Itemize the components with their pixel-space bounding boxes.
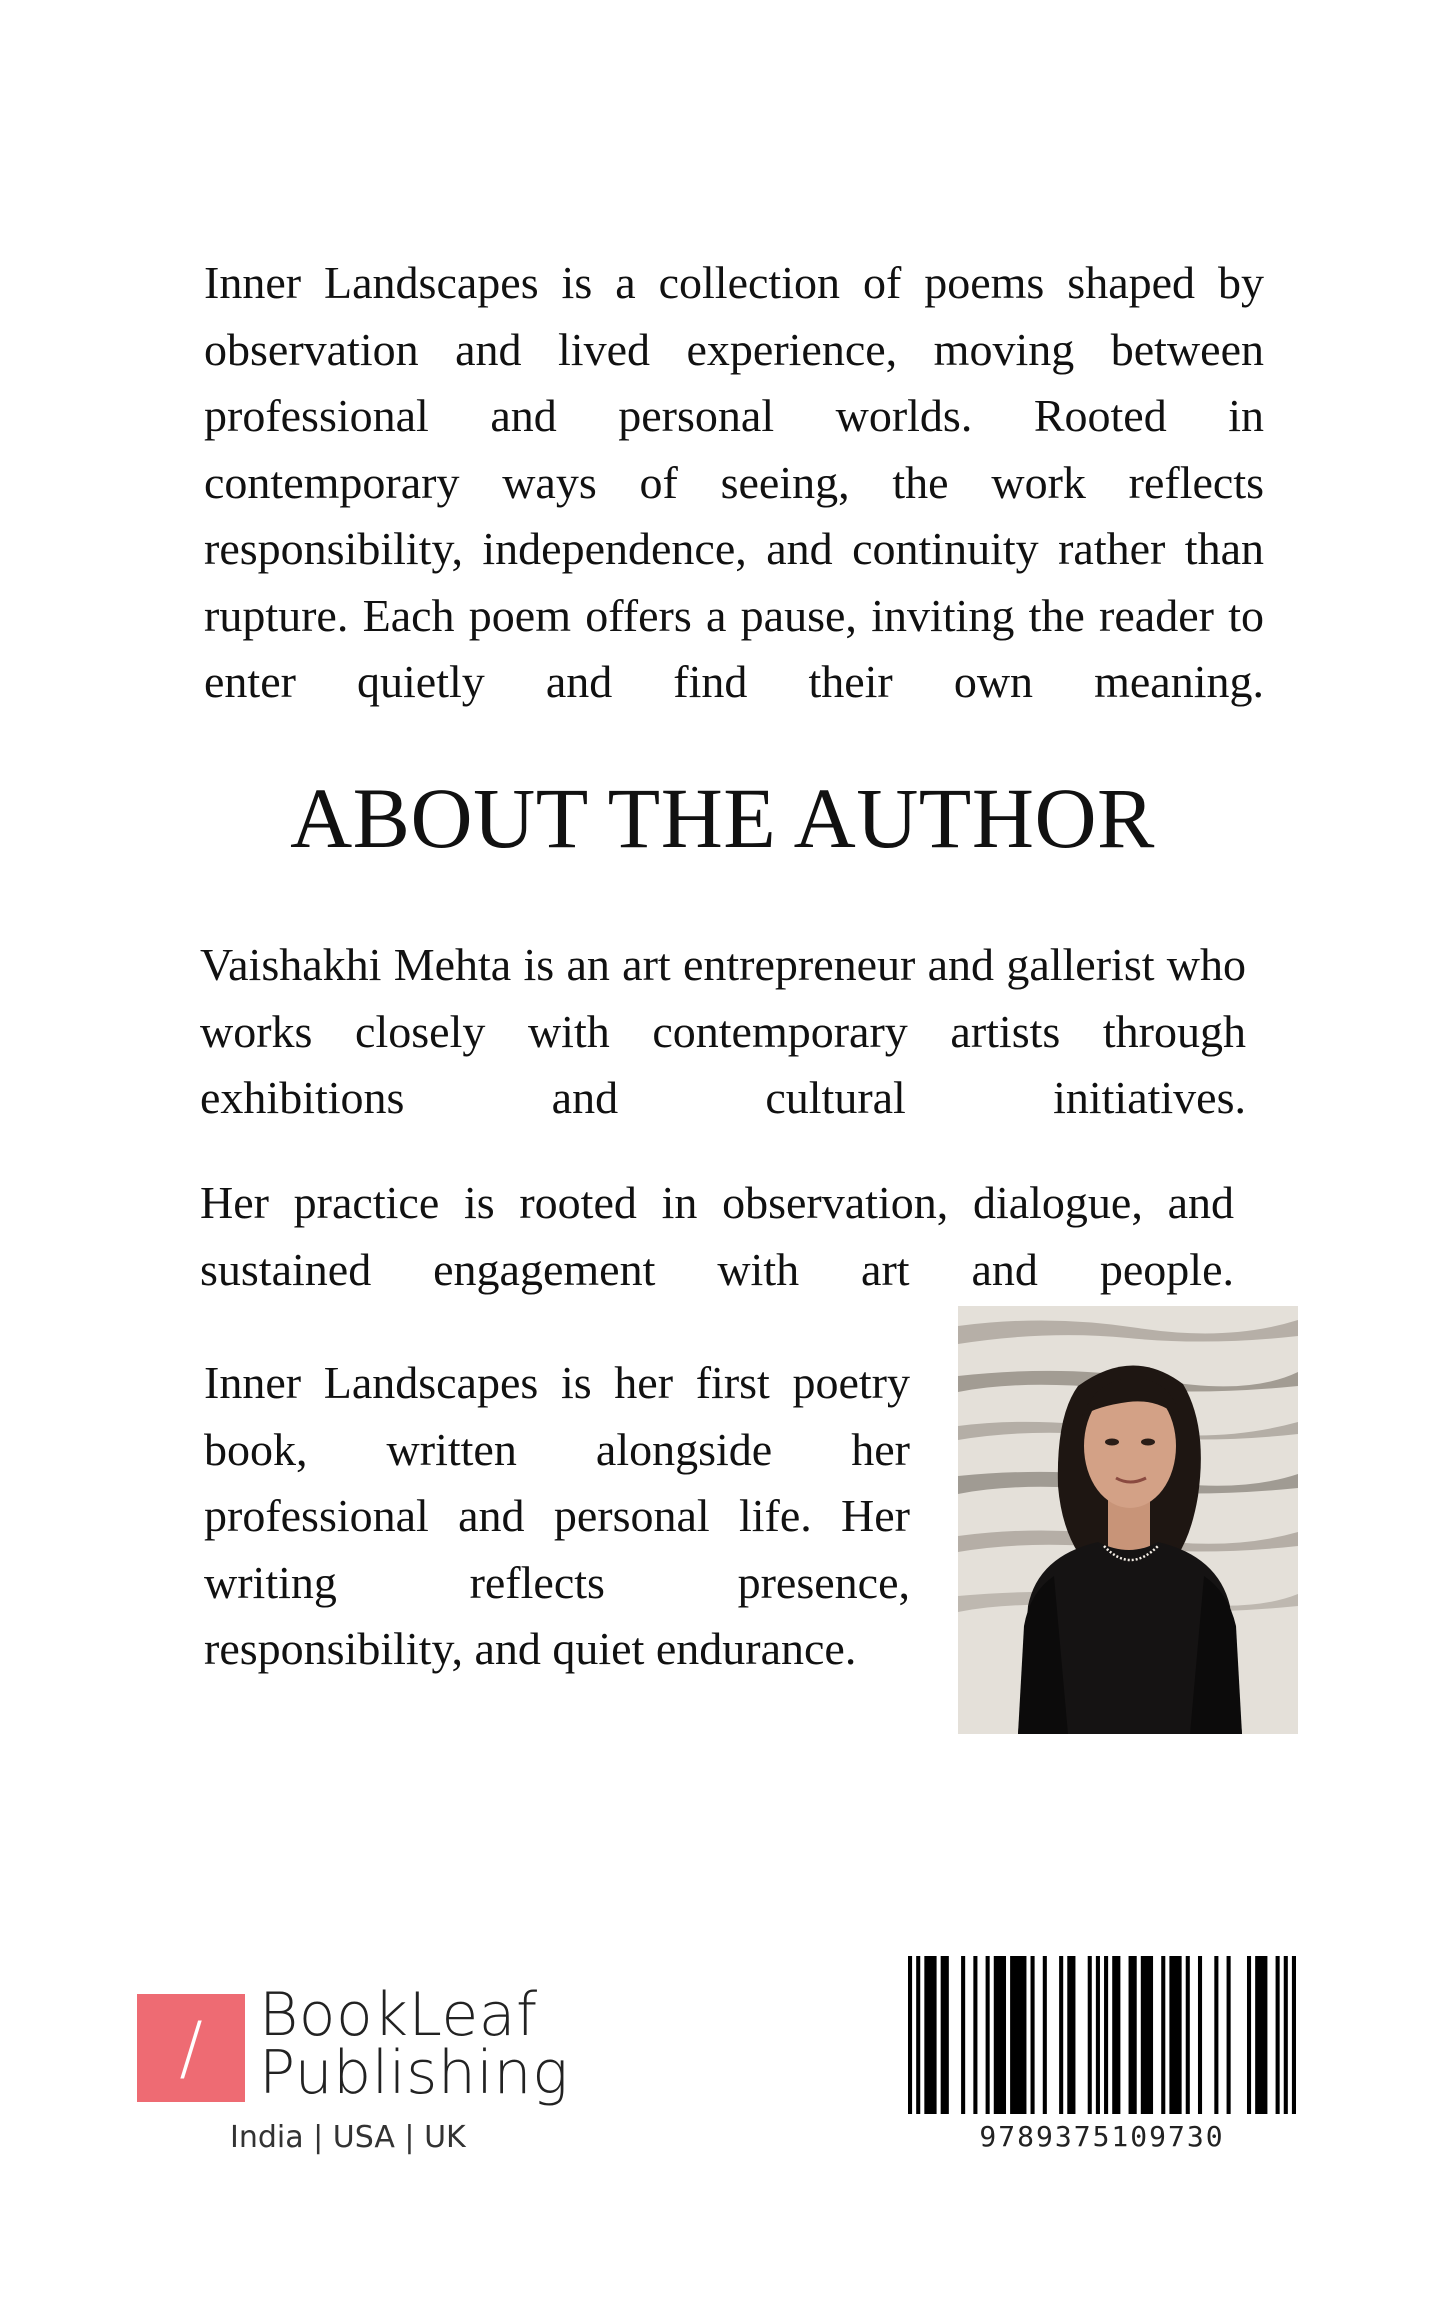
barcode-bar bbox=[961, 1956, 965, 2114]
author-bio-paragraph-1: Vaishakhi Mehta is an art entrepreneur and gallerist who works closely with contemporary artists through exhibitions and cultural initiatives. bbox=[200, 939, 1246, 1123]
barcode-bar bbox=[1059, 1956, 1063, 2114]
slash-icon: / bbox=[179, 2007, 203, 2089]
barcode-bar bbox=[1141, 1956, 1153, 2114]
barcode-bar bbox=[1198, 1956, 1202, 2114]
barcode-bar bbox=[1255, 1956, 1267, 2114]
isbn-number: 9789375109730 bbox=[979, 2120, 1225, 2153]
barcode-bar bbox=[1031, 1956, 1035, 2114]
barcode-bar bbox=[1129, 1956, 1137, 2114]
barcode-bar bbox=[1227, 1956, 1231, 2114]
barcode-bar bbox=[1214, 1956, 1218, 2114]
barcode-bar bbox=[1247, 1956, 1251, 2114]
barcode-bar bbox=[1276, 1956, 1280, 2114]
barcode-bar bbox=[1104, 1956, 1108, 2114]
barcode-bar bbox=[973, 1956, 977, 2114]
barcode-bar bbox=[994, 1956, 1006, 2114]
back-cover-blurb: Inner Landscapes is a collection of poems shaped by observation and lived experience, moving between professional and personal worlds. Rooted in contemporary ways of seeing, the work reflects responsibility, independence, and continuity rather than rupture. Each poem offers a pause, inviting the reader to enter quietly and find their own meaning. bbox=[204, 257, 1264, 707]
barcode-bar bbox=[1186, 1956, 1190, 2114]
barcode-bar bbox=[1067, 1956, 1075, 2114]
barcode-bar bbox=[1088, 1956, 1092, 2114]
barcode-bar bbox=[1096, 1956, 1100, 2114]
author-bio-paragraph-2: Her practice is rooted in observation, dialogue, and sustained engagement with art and people. bbox=[200, 1177, 1234, 1295]
publisher-name-line-1: BookLeaf bbox=[259, 1980, 538, 2050]
isbn-barcode bbox=[908, 1956, 1296, 2114]
barcode-bar bbox=[908, 1956, 912, 2114]
barcode-bar bbox=[1284, 1956, 1288, 2114]
barcode-bar bbox=[1112, 1956, 1120, 2114]
barcode-bar bbox=[1043, 1956, 1047, 2114]
about-author-heading: ABOUT THE AUTHOR bbox=[290, 770, 1155, 866]
barcode-bar bbox=[1169, 1956, 1181, 2114]
publisher-regions: India | USA | UK bbox=[230, 2120, 466, 2155]
publisher-name-line-2: Publishing bbox=[259, 2038, 569, 2108]
barcode-bar bbox=[1161, 1956, 1165, 2114]
author-photo bbox=[958, 1306, 1298, 1734]
barcode-bar bbox=[1010, 1956, 1026, 2114]
author-bio-paragraph-3: Inner Landscapes is her first poetry book, written alongside her professional and personal life. Her writing reflects presence, responsibility, and quiet endurance. bbox=[204, 1357, 910, 1674]
barcode-bar bbox=[941, 1956, 949, 2114]
barcode-bar bbox=[924, 1956, 936, 2114]
barcode-bar bbox=[916, 1956, 920, 2114]
barcode-bar bbox=[986, 1956, 990, 2114]
publisher-logo bbox=[137, 1980, 569, 2110]
barcode-bar bbox=[1292, 1956, 1296, 2114]
